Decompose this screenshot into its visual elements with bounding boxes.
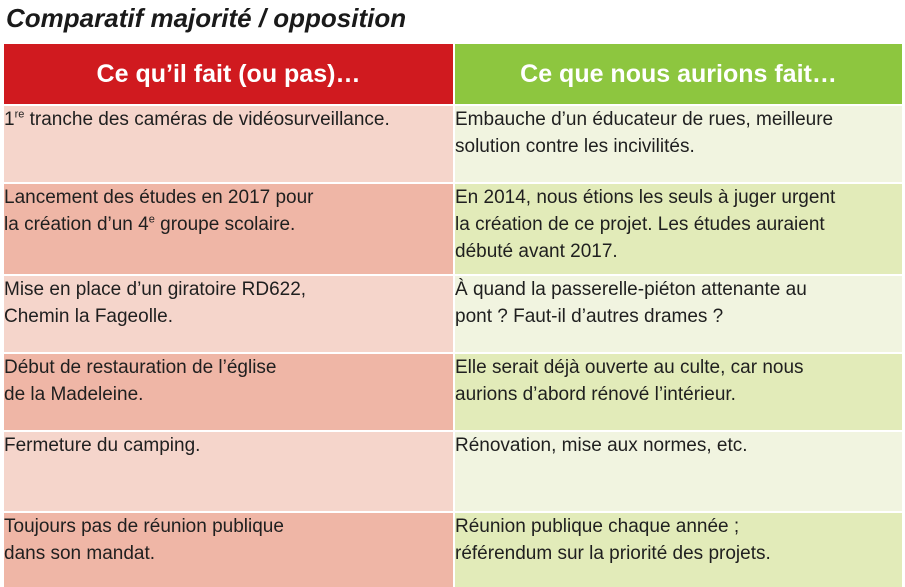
- cell-text: tranche des caméras de vidéosurveillance.: [24, 109, 390, 130]
- cell-line: pont ? Faut-il d’autres drames ?: [455, 306, 724, 327]
- table-row: [4, 105, 902, 183]
- cell-line: Fermeture du camping.: [4, 435, 201, 456]
- majority-cell: [4, 512, 454, 587]
- cell-line: En 2014, nous étions les seuls à juger urgent: [455, 187, 836, 208]
- cell-line: aurions d’abord rénové l’intérieur.: [455, 384, 736, 405]
- cell-line: Embauche d’un éducateur de rues, meilleure: [455, 109, 834, 130]
- ordinal-superscript: e: [148, 213, 155, 226]
- cell-line: Lancement des études en 2017 pour: [4, 187, 314, 208]
- cell-line: À quand la passerelle-piéton attenante au: [455, 279, 807, 300]
- cell-text: groupe scolaire.: [154, 214, 296, 235]
- majority-cell: [4, 183, 454, 275]
- cell-line: [4, 106, 453, 133]
- cell-line: Mise en place d’un giratoire RD622,: [4, 279, 307, 300]
- opposition-cell: [454, 512, 902, 587]
- opposition-cell: [454, 275, 902, 353]
- ordinal-superscript: re: [14, 108, 25, 121]
- majority-cell: [4, 353, 454, 431]
- cell-line: Réunion publique chaque année ;: [455, 516, 740, 537]
- majority-cell: [4, 275, 454, 353]
- cell-line: Rénovation, mise aux normes, etc.: [455, 435, 748, 456]
- cell-line: Chemin la Fageolle.: [4, 306, 173, 327]
- opposition-cell: [454, 183, 902, 275]
- table-row: [4, 431, 902, 512]
- cell-text: 1: [4, 109, 15, 130]
- cell-line: de la Madeleine.: [4, 384, 144, 405]
- page-title: Comparatif majorité / opposition: [6, 3, 407, 33]
- column-header-opposition: Ce que nous aurions fait…: [454, 44, 902, 105]
- cell-line: débuté avant 2017.: [455, 241, 618, 262]
- cell-line: Elle serait déjà ouverte au culte, car nous: [455, 357, 804, 378]
- table-row: [4, 512, 902, 587]
- cell-line: solution contre les incivilités.: [455, 136, 695, 157]
- cell-line: référendum sur la priorité des projets.: [455, 543, 771, 564]
- majority-cell: [4, 431, 454, 512]
- cell-line: la création de ce projet. Les études auraient: [455, 214, 825, 235]
- cell-line: dans son mandat.: [4, 543, 156, 564]
- cell-line: Début de restauration de l’église: [4, 357, 277, 378]
- opposition-cell: [454, 105, 902, 183]
- cell-line: [4, 211, 453, 238]
- table-header-row: [4, 44, 902, 105]
- opposition-cell: [454, 353, 902, 431]
- column-header-majority: Ce qu’il fait (ou pas)…: [4, 44, 454, 105]
- comparison-table: [4, 44, 902, 587]
- cell-line: Toujours pas de réunion publique: [4, 516, 284, 537]
- table-row: [4, 275, 902, 353]
- majority-cell: [4, 105, 454, 183]
- table-row: [4, 353, 902, 431]
- cell-text: la création d’un 4: [4, 214, 149, 235]
- opposition-cell: [454, 431, 902, 512]
- table-row: [4, 183, 902, 275]
